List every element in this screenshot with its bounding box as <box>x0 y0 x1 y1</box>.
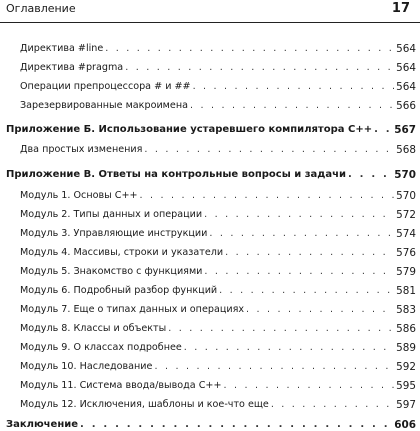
toc-entry-title: Зарезервированные макроимена <box>20 100 188 111</box>
toc-entry[interactable] <box>20 301 416 316</box>
dot-leader <box>246 304 394 316</box>
toc-entry-page: 564 <box>396 62 416 74</box>
dot-leader <box>184 342 394 354</box>
page-header <box>0 0 420 23</box>
toc-entry-title: Модуль 10. Наследование <box>20 361 153 372</box>
toc-entry-page: 581 <box>396 285 416 297</box>
toc-entry[interactable] <box>20 225 416 240</box>
toc-entry[interactable] <box>20 59 416 74</box>
toc-entry-page: 592 <box>396 361 416 373</box>
toc-entry[interactable] <box>20 244 416 259</box>
toc-entry-page: 564 <box>396 81 416 93</box>
toc-entry-title: Директива #pragma <box>20 62 124 73</box>
dot-leader <box>168 323 394 335</box>
toc-entry[interactable] <box>20 396 416 411</box>
toc-entry-title: Модуль 3. Управляющие инструкции <box>20 228 208 239</box>
toc-chapter[interactable] <box>6 166 416 181</box>
toc-entry[interactable] <box>20 377 416 392</box>
toc-entry-title: Директива #line <box>20 43 104 54</box>
toc-entry[interactable] <box>20 97 416 112</box>
dot-leader <box>348 169 392 181</box>
toc-entry-page: 595 <box>396 380 416 392</box>
toc-entry-title: Модуль 1. Основы С++ <box>20 190 138 201</box>
dot-leader <box>105 43 394 55</box>
toc-entry[interactable] <box>20 282 416 297</box>
dot-leader <box>154 361 394 373</box>
header-page-number: 17 <box>391 1 410 16</box>
toc-entry-title: Модуль 8. Классы и объекты <box>20 323 167 334</box>
toc-chapter-title: Заключение <box>6 419 79 430</box>
toc-entry-page: 586 <box>396 323 416 335</box>
toc-entry-title: Модуль 7. Еще о типах данных и операциях <box>20 304 245 315</box>
dot-leader <box>204 266 394 278</box>
dot-leader <box>193 81 395 93</box>
dot-leader <box>125 62 394 74</box>
toc-entry-title: Два простых изменения <box>20 144 143 155</box>
toc-entry-title: Модуль 2. Типы данных и операции <box>20 209 203 220</box>
toc-entry-page: 566 <box>396 100 416 112</box>
toc-entry-title: Модуль 11. Система ввода/вывода С++ <box>20 380 222 391</box>
toc-entry-page: 583 <box>396 304 416 316</box>
dot-leader <box>209 228 394 240</box>
toc-entry[interactable] <box>20 320 416 335</box>
toc-entry-title: Операции препроцессора # и ## <box>20 81 191 92</box>
toc-chapter-title: Приложение В. Ответы на контрольные вопросы и задачи <box>6 169 346 180</box>
toc-chapter-page: 606 <box>394 419 416 431</box>
toc-chapter-title: Приложение Б. Использование устаревшего компилятора С++ <box>6 124 373 135</box>
dot-leader <box>223 380 394 392</box>
dot-leader <box>219 285 394 297</box>
dot-leader <box>140 190 395 202</box>
dot-leader <box>190 100 394 112</box>
toc-entry-title: Модуль 12. Исключения, шаблоны и кое-что еще <box>20 399 269 410</box>
toc-chapter[interactable] <box>6 121 416 136</box>
toc-entry-page: 572 <box>396 209 416 221</box>
toc-entry-page: 574 <box>396 228 416 240</box>
toc-entry-title: Модуль 4. Массивы, строки и указатели <box>20 247 224 258</box>
dot-leader <box>225 247 394 259</box>
toc-entry[interactable] <box>20 141 416 156</box>
toc-entry[interactable] <box>20 187 416 202</box>
toc-entry[interactable] <box>20 358 416 373</box>
toc-entry[interactable] <box>20 78 416 93</box>
toc-entry-title: Модуль 9. О классах подробнее <box>20 342 182 353</box>
toc-entry-page: 570 <box>396 190 416 202</box>
toc-entry-page: 589 <box>396 342 416 354</box>
dot-leader <box>144 144 394 156</box>
toc-entry-page: 568 <box>396 144 416 156</box>
header-title: Оглавление <box>6 2 76 15</box>
toc-entry-title: Модуль 5. Знакомство с функциями <box>20 266 203 277</box>
toc-entry[interactable] <box>20 40 416 55</box>
dot-leader <box>271 399 394 411</box>
toc-entry-page: 576 <box>396 247 416 259</box>
toc-chapter[interactable] <box>6 416 416 431</box>
dot-leader <box>374 124 392 136</box>
toc-entry-title: Модуль 6. Подробный разбор функций <box>20 285 218 296</box>
dot-leader <box>204 209 394 221</box>
toc-entry[interactable] <box>20 206 416 221</box>
toc-entry-page: 579 <box>396 266 416 278</box>
toc-entry[interactable] <box>20 339 416 354</box>
toc-entry-page: 597 <box>396 399 416 411</box>
toc-chapter-page: 567 <box>394 124 416 136</box>
toc-entry[interactable] <box>20 263 416 278</box>
toc-chapter-page: 570 <box>394 169 416 181</box>
toc-entry-page: 564 <box>396 43 416 55</box>
dot-leader <box>80 419 392 431</box>
